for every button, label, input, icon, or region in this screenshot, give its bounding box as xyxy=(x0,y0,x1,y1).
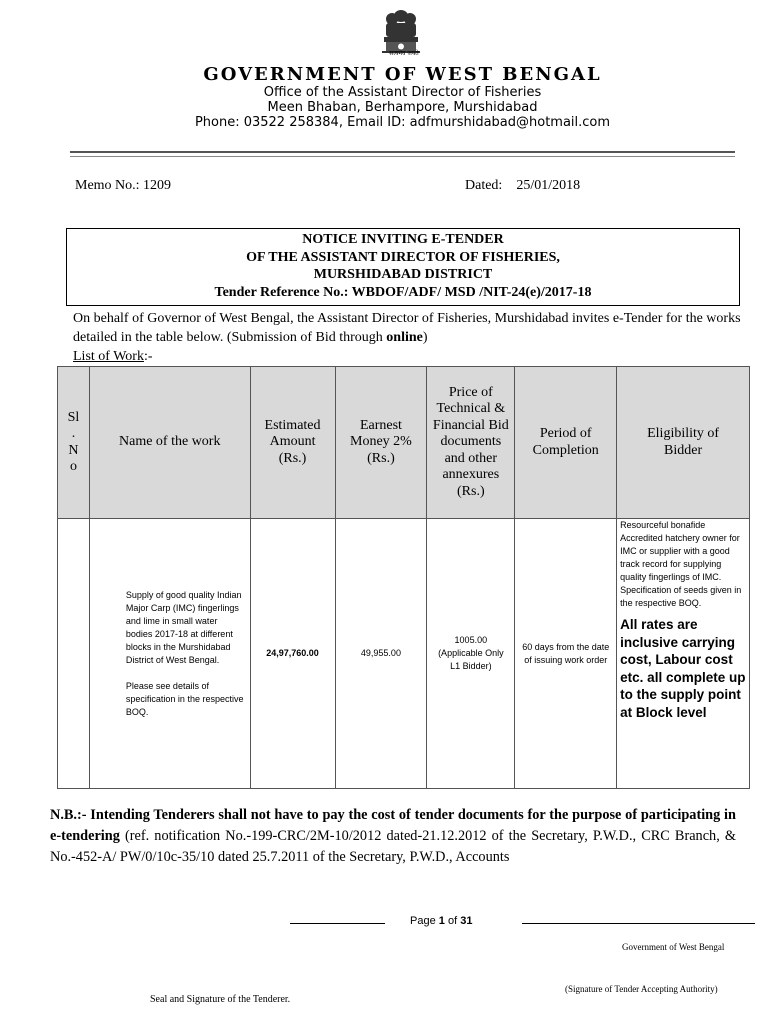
header-earnest-money: Earnest Money 2% (Rs.) xyxy=(335,367,427,519)
cell-period: 60 days from the date of issuing work order xyxy=(515,519,617,789)
signature-authority: (Signature of Tender Accepting Authority) xyxy=(565,984,718,994)
office-contact: Phone: 03522 258384, Email ID: adfmurshidabad@hotmail.com xyxy=(194,115,611,130)
list-of-work-suffix: :- xyxy=(143,349,153,364)
header-period: Period of Completion xyxy=(515,367,617,519)
list-of-work-label: List of Work xyxy=(73,349,144,364)
notice-title-line-1: NOTICE INVITING E-TENDER xyxy=(302,232,504,247)
footer-government: Government of West Bengal xyxy=(622,942,725,952)
eligibility-rates-note: All rates are inclusive carrying cost, Labour cost etc. all complete up to the supply point at Block level xyxy=(620,617,746,720)
footer-rule-right xyxy=(522,923,755,924)
emblem-caption: सत्यमेव जयते xyxy=(389,50,419,57)
nb-paragraph xyxy=(50,805,736,868)
header-estimated-amount: Estimated Amount (Rs.) xyxy=(250,367,335,519)
header-eligibility: Eligibility of Bidder xyxy=(617,367,750,519)
notice-title-line-3: MURSHIDABAD DISTRICT xyxy=(313,267,493,282)
table-row xyxy=(58,519,750,789)
memo-number: Memo No.: 1209 xyxy=(75,178,172,193)
cell-bid-price: 1005.00 (Applicable Only L1 Bidder) xyxy=(427,519,515,789)
cell-eligibility: Resourceful bonafide Accredited hatchery owner for IMC or supplier with a good track record for supplying quality fingerlings of IMC. Specification of seeds given in the respective BOQ. All rates are inclusive carrying cost, Labour cost etc. all complete up to the supply point at Block level xyxy=(617,519,750,789)
cell-name-of-work: Supply of good quality Indian Major Carp (IMC) fingerlings and lime in small water bodies 2017-18 at different blocks in the Murshidabad District of West Bengal. Please see details of specification in the respective BOQ. xyxy=(89,519,250,789)
intro-online: online xyxy=(386,330,423,345)
notice-title-line-2: OF THE ASSISTANT DIRECTOR OF FISHERIES, xyxy=(246,249,560,265)
office-name: Office of the Assistant Director of Fisheries xyxy=(263,85,542,100)
nb-bold-text: N.B.:- Intending Tenderers shall not have to pay the cost of tender documents for the purpose of participating in e-tendering xyxy=(50,807,736,844)
header-sl-no: Sl . N o xyxy=(58,367,90,519)
notice-title-box xyxy=(66,228,740,306)
header-bid-price: Price of Technical & Financial Bid documents and other annexures (Rs.) xyxy=(427,367,515,519)
cell-sl-no xyxy=(58,519,90,789)
office-address: Meen Bhaban, Berhampore, Murshidabad xyxy=(267,100,538,115)
header-name-of-work: Name of the work xyxy=(89,367,250,519)
seal-signature-tenderer: Seal and Signature of the Tenderer. xyxy=(150,994,291,1005)
header-divider-thin xyxy=(70,156,735,157)
works-table xyxy=(57,366,750,789)
nb-reference-text: (ref. notification No.-199-CRC/2M-10/2012 dated-21.12.2012 of the Secretary, P.W.D., CRC Branch, & No.-452-A/ PW/0/10c-35/10 dated 25.7.2011 of the Secretary, P.W.D., Accounts xyxy=(50,828,736,865)
intro-text: On behalf of Governor of West Bengal, the Assistant Director of Fisheries, Murshidabad invites e-Tender for the works detailed in the table below. (Submission of Bid through xyxy=(73,311,741,345)
memo-date: Dated: 25/01/2018 xyxy=(465,178,581,193)
intro-paragraph xyxy=(73,309,743,366)
government-title: GOVERNMENT OF WEST BENGAL xyxy=(203,64,602,85)
intro-end: ) xyxy=(422,330,428,345)
footer-rule-left xyxy=(290,923,385,924)
tender-reference: Tender Reference No.: WBDOF/ADF/ MSD /NIT-24(e)/2017-18 xyxy=(214,284,592,300)
header-divider xyxy=(70,151,735,153)
cell-earnest-money: 49,955.00 xyxy=(335,519,427,789)
table-header-row xyxy=(58,367,750,519)
page-number: Page 1 of 31 xyxy=(410,915,473,927)
cell-estimated-amount: 24,97,760.00 xyxy=(250,519,335,789)
